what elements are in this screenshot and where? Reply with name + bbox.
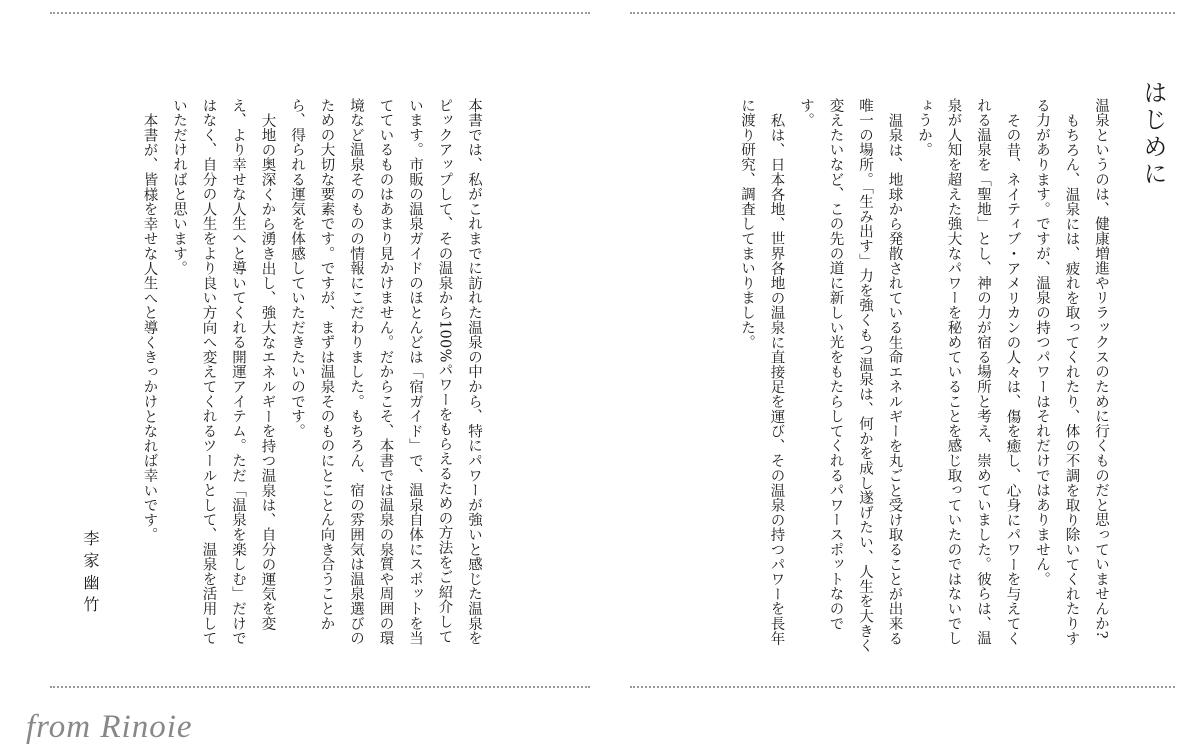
- page-title: はじめに: [1139, 80, 1167, 188]
- logo-text: from Rinoie: [26, 709, 193, 745]
- dotted-rule-top-right: [630, 12, 1175, 14]
- author-name: 李家幽竹: [81, 530, 100, 618]
- dotted-rule-top-left: [50, 12, 590, 14]
- right-page-body: [732, 98, 1116, 658]
- right-page-paragraph: 温泉というのは、健康増進やリラックスのために行くものだと思っていませんか?: [1093, 98, 1109, 639]
- left-page-paragraph: 大地の奥深くから湧き出し、強大なエネルギーを持つ温泉は、自分の運気を変え、より幸せな人生へと導いてくれる開運アイテム。ただ「温泉を楽しむ」だけではなく、自分の人生をより良い方向へ変えてくれるツールとして、温泉を活用していただければと思います。: [171, 98, 276, 646]
- dotted-rule-bottom-right: [630, 686, 1175, 688]
- right-page-paragraph: 私は、日本各地、世界各地の温泉に直接足を運び、その温泉の持つパワーを長年に渡り研究、調査してまいりました。: [739, 98, 785, 646]
- dotted-rule-bottom-left: [50, 686, 590, 688]
- right-page-paragraph: もちろん、温泉には、疲れを取ってくれたり、体の不調を取り除いてくれたりする力があります。ですが、温泉の持つパワーはそれだけではありません。: [1034, 98, 1080, 646]
- left-page-paragraph: 本書が、皆様を幸せな人生へと導くきっかけとなれば幸いです。: [141, 112, 158, 542]
- left-page-paragraph: 本書では、私がこれまでに訪れた温泉の中から、特にパワーが強いと感じた温泉をピックアップして、その温泉から100%パワーをもらえるための方法をご紹介しています。市販の温泉ガイドのほとんどは「宿ガイド」で、温泉自体にスポットを当てているものはあまり見かけません。だからこそ、本書では温泉の泉質や周囲の環境など温泉そのものの情報にこだわりました。もちろん、宿の雰囲気は温泉選びのための大切な要素です。ですが、まずは温泉そのものにとことん向き合うことから、得られる運気を体感していただきたいのです。: [289, 98, 482, 646]
- from-rinoie-logo: [18, 697, 258, 752]
- left-page-body: [134, 98, 488, 658]
- right-page-paragraph: その昔、ネイティブ・アメリカンの人々は、傷を癒し、心身にパワーを与えてくれる温泉を「聖地」とし、神の力が宿る場所と考え、崇めていました。彼らは、温泉が人知を超えた強大なパワーを秘めていることを感じ取っていたのではないでしょうか。: [916, 98, 1021, 646]
- right-page-paragraph: 温泉は、地球から発散されている生命エネルギーを丸ごと受け取ることが出来る唯一の場所。「生み出す」力を強くもつ温泉は、何かを成し遂げたい、人生を大きく変えたいなど、この先の道に新しい光をもたらしてくれるパワースポットなのです。: [798, 98, 903, 654]
